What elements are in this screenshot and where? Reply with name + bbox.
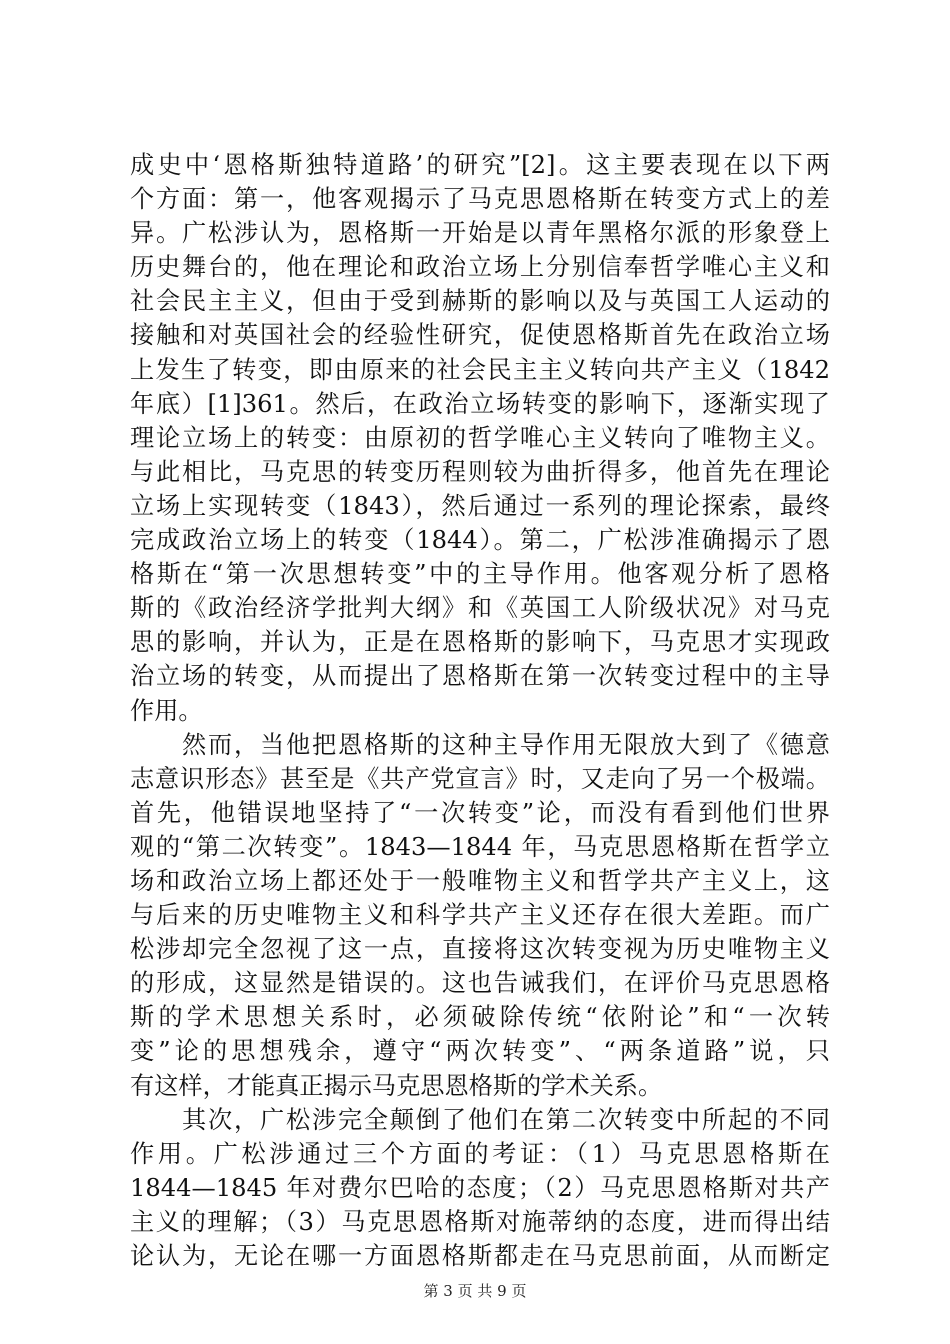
document-body [130,148,830,1273]
text-line: 论认为，无论在哪一方面恩格斯都走在马克思前面，从而断定 [130,1242,830,1270]
text-line: 的形成，这显然是错误的。这也告诫我们，在评价马克思恩格 [130,969,830,998]
text-line: 有这样，才能真正揭示马克思恩格斯的学术关系。 [130,1071,663,1100]
text-line: 上发生了转变，即由原来的社会民主主义转向共产主义（1842 [130,355,830,384]
text-line: 与后来的历史唯物主义和科学共产主义还存在很大差距。而广 [130,901,830,930]
text-line: 异。广松涉认为，恩格斯一开始是以青年黑格尔派的形象登上 [130,219,830,248]
text-line: 斯的学术思想关系时，必须破除传统“依附论”和“一次转 [130,1003,830,1032]
text-line: 1844—1845 年对费尔巴哈的态度；（2）马克思恩格斯对共产 [130,1173,830,1202]
text-line: 观的“第二次转变”。1843—1844 年，马克思恩格斯在哲学立 [130,832,830,861]
text-line: 然而，当他把恩格斯的这种主导作用无限放大到了《德意 [130,730,830,759]
text-line: 斯的《政治经济学批判大纲》和《英国工人阶级状况》对马克 [130,594,830,623]
text-line: 接触和对英国社会的经验性研究，促使恩格斯首先在政治立场 [130,321,830,350]
text-line: 成史中‘恩格斯独特道路’的研究”[2]。这主要表现在以下两 [130,151,830,179]
text-line: 理论立场上的转变：由原初的哲学唯心主义转向了唯物主义。 [130,423,830,452]
text-line: 松涉却完全忽视了这一点，直接将这次转变视为历史唯物主义 [130,935,830,964]
text-line: 场和政治立场上都还处于一般唯物主义和哲学共产主义上，这 [130,866,830,895]
text-line: 与此相比，马克思的转变历程则较为曲折得多，他首先在理论 [130,457,830,486]
text-line: 作用。广松涉通过三个方面的考证：（1）马克思恩格斯在 [130,1139,830,1168]
text-line: 思的影响，并认为，正是在恩格斯的影响下，马克思才实现政 [130,628,830,657]
text-line: 历史舞台的，他在理论和政治立场上分别信奉哲学唯心主义和 [130,253,830,282]
text-line: 格斯在“第一次思想转变”中的主导作用。他客观分析了恩格 [130,560,830,589]
text-line: 主义的理解；（3）马克思恩格斯对施蒂纳的态度，进而得出结 [130,1207,830,1236]
text-line: 变”论的思想残余，遵守“两次转变”、“两条道路”说，只 [130,1037,830,1066]
text-line: 社会民主主义，但由于受到赫斯的影响以及与英国工人运动的 [130,287,830,316]
text-line: 作用。 [130,696,203,725]
text-line: 个方面：第一，他客观揭示了马克思恩格斯在转变方式上的差 [130,185,830,214]
text-line: 立场上实现转变（1843），然后通过一系列的理论探索，最终 [130,491,830,520]
text-line: 年底）[1]361。然后，在政治立场转变的影响下，逐渐实现了 [130,389,830,418]
text-line: 治立场的转变，从而提出了恩格斯在第一次转变过程中的主导 [130,662,830,691]
text-line: 首先，他错误地坚持了“一次转变”论，而没有看到他们世界 [130,798,830,827]
text-line: 其次，广松涉完全颠倒了他们在第二次转变中所起的不同 [130,1105,830,1134]
page-footer: 第 3 页 共 9 页 [423,1282,527,1300]
text-line: 完成政治立场上的转变（1844）。第二，广松涉准确揭示了恩 [130,526,830,555]
text-line: 志意识形态》甚至是《共产党宣言》时，又走向了另一个极端。 [130,764,830,793]
